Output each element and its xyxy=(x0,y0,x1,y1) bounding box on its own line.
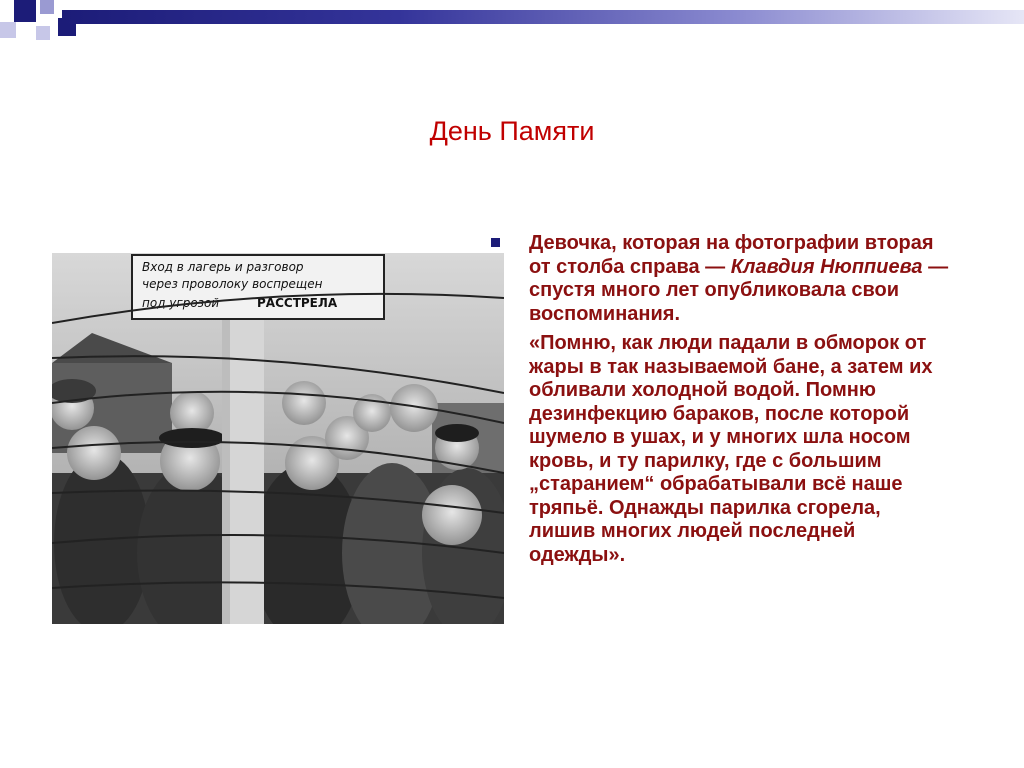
sign-line4: РАССТРЕЛА xyxy=(257,296,338,310)
memoir-text xyxy=(491,232,951,567)
historical-photo xyxy=(52,253,504,624)
corner-square xyxy=(0,22,16,38)
corner-square xyxy=(36,26,50,40)
paragraph-quote: «Помню, как люди падали в обморок от жары в так называемой бане, а затем их обливали холодной водой. Помню дезинфекцию бараков, после которой шумело в ушах, и у многих шла носом кровь, и ту парилку, где с большим „старанием“ обрабатывали всё наше тряпьё. Однажды парилка сгорела, лишив многих людей последней одежды». xyxy=(529,332,933,566)
sign-line1: Вход в лагерь и разговор xyxy=(142,260,304,274)
corner-square xyxy=(14,0,36,22)
header-bar xyxy=(62,10,1024,24)
corner-square xyxy=(40,0,54,14)
paragraph-intro: Девочка, которая на фотографии вторая от столба справа — Клавдия Нюппиева — спустя много лет опубликовала свои воспоминания. xyxy=(529,232,949,325)
slide-title: День Памяти xyxy=(429,116,595,146)
sign-line2: через проволоку воспрещен xyxy=(142,277,323,291)
bullet-icon xyxy=(491,238,500,247)
person-name: Клавдия Нюппиева xyxy=(730,255,923,278)
sign-line3: под угрозой xyxy=(142,296,220,310)
